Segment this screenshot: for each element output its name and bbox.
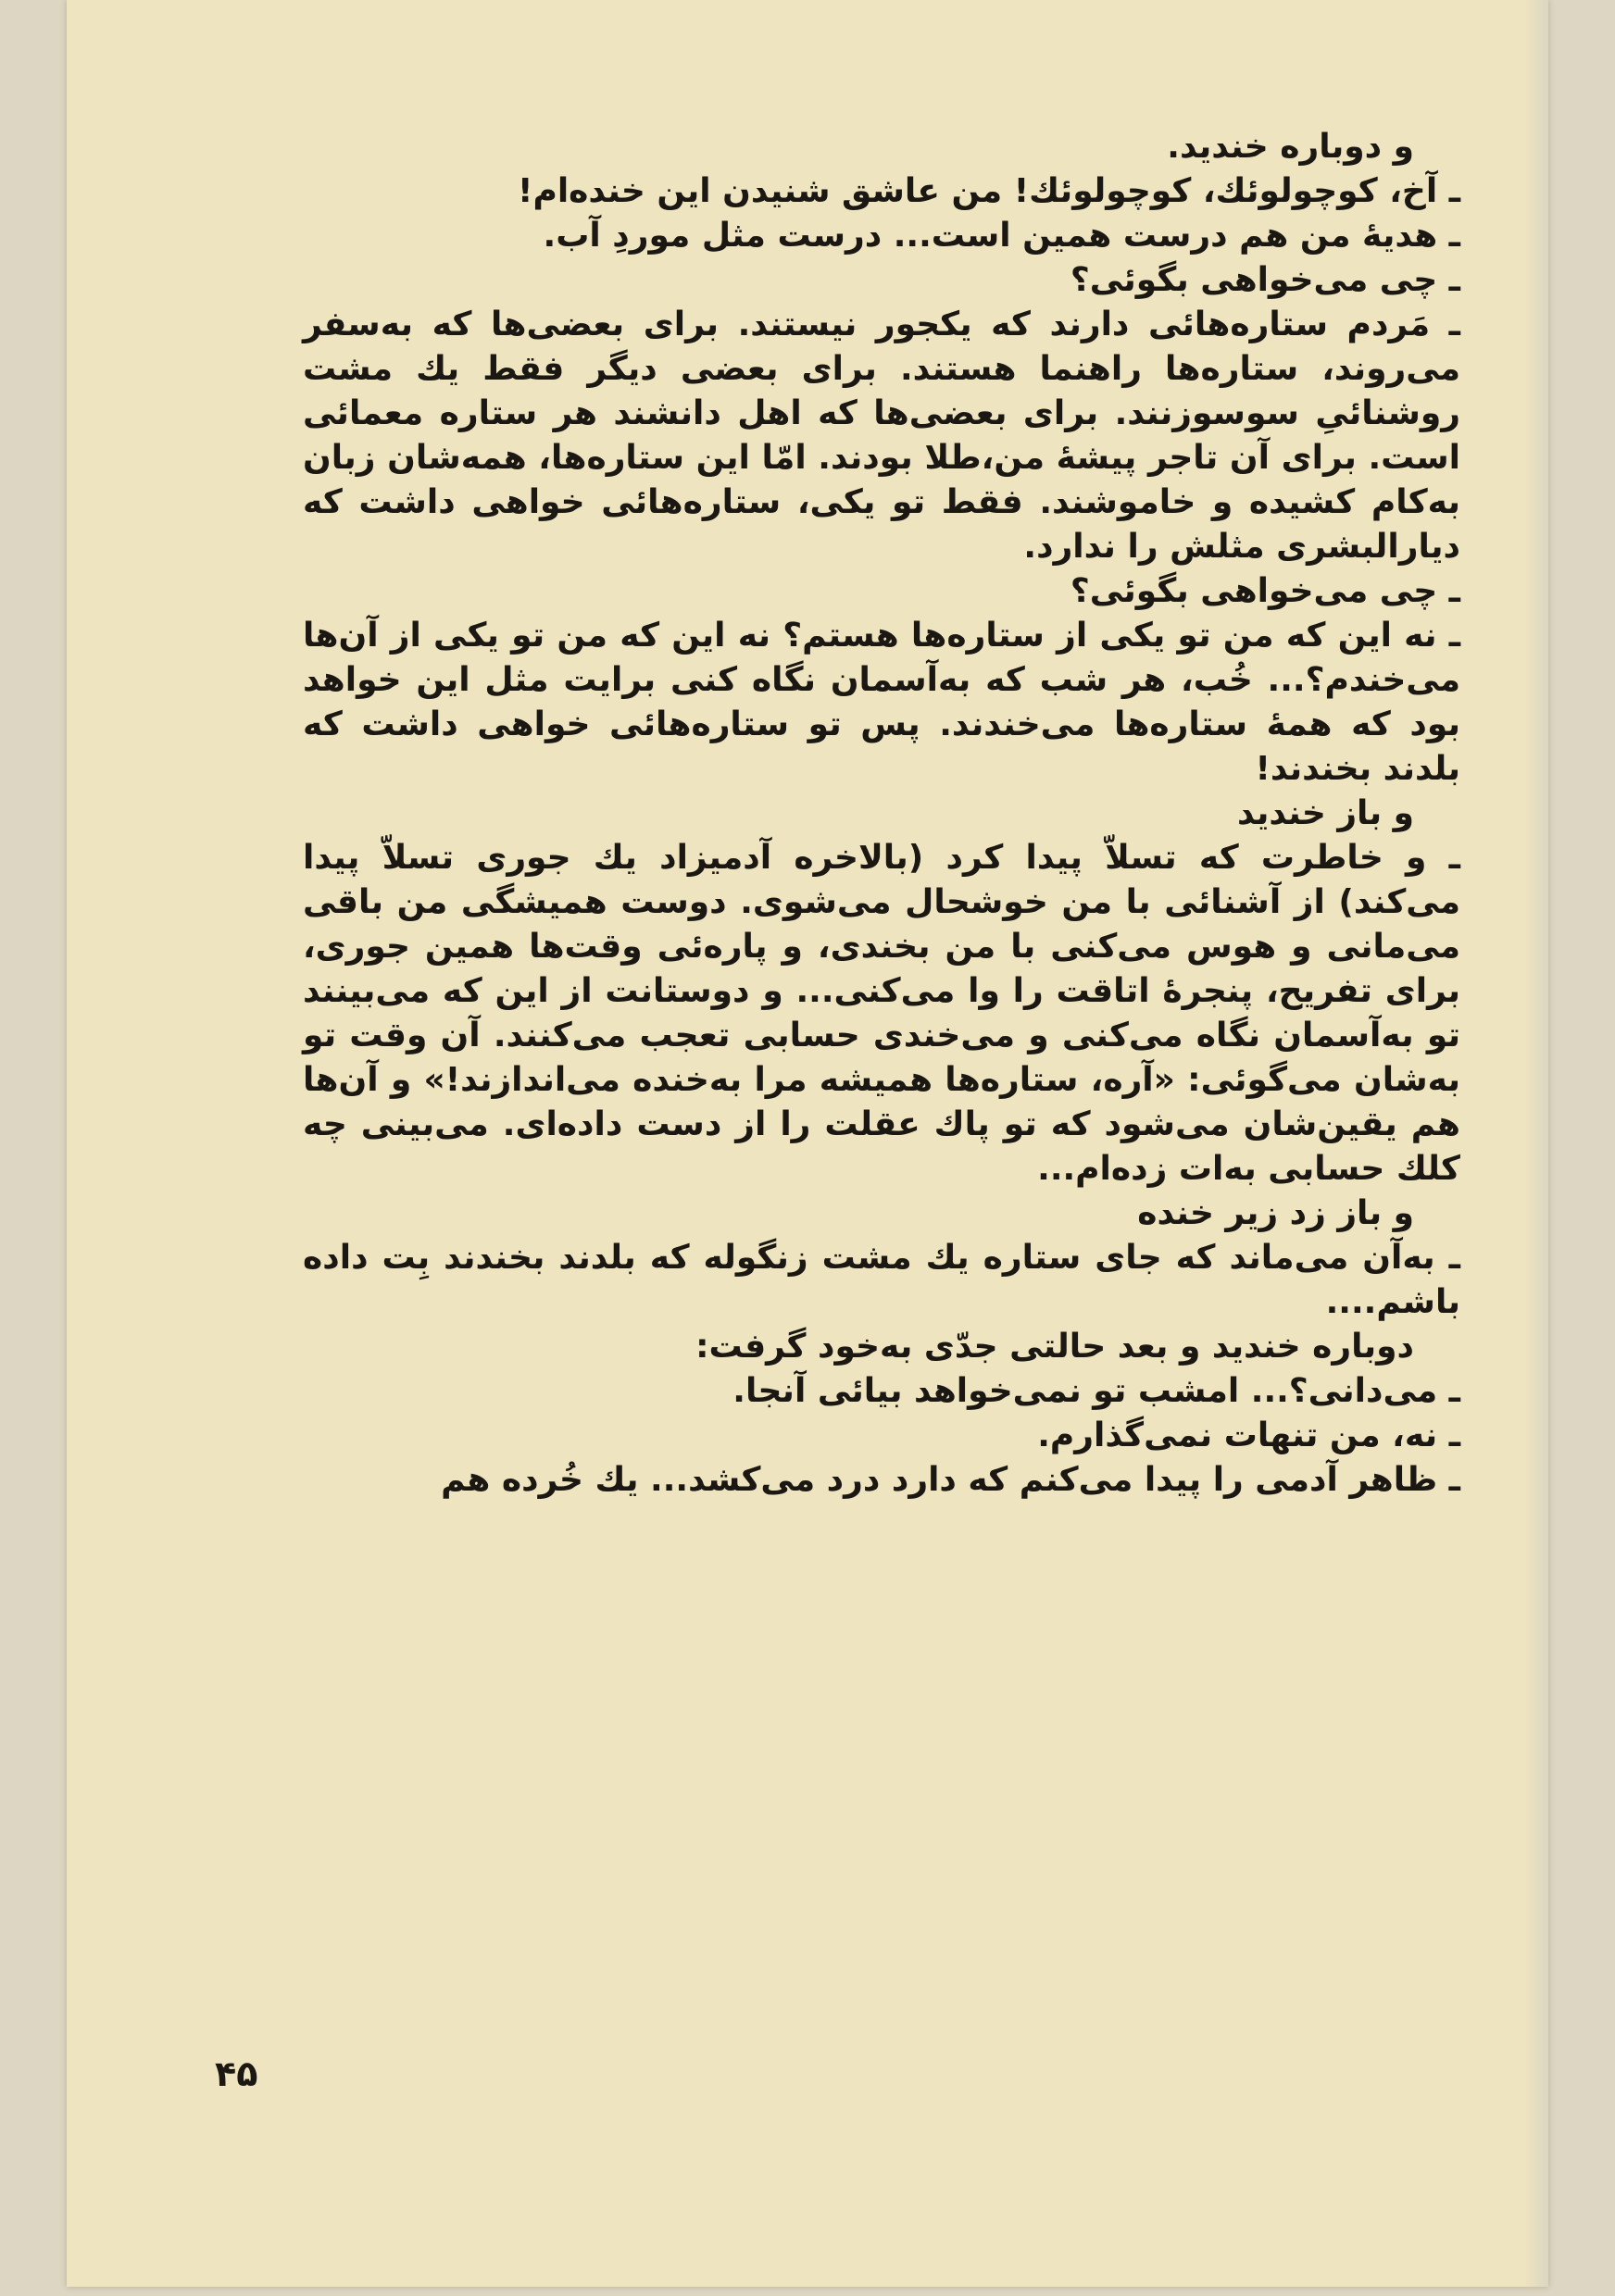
narration-paragraph: و باز زد زیر خنده xyxy=(1137,1194,1414,1232)
narration-paragraph: دوباره خندید و بعد حالتی جدّی به‌خود گرفت: xyxy=(695,1328,1414,1366)
dialogue-paragraph: ـ مَردم ستاره‌هائی دارند که یکجور نیستند. برای بعضی‌ها که به‌سفر می‌روند، ستاره‌ها راهنما هستند. برای بعضی دیگر فقط یك مشت روشنائیِ سوسوزنند. برای بعضی‌ها که اهل دانشند هر ستاره معمائی است. برای آن تاجر پیشهٔ من،طلا بودند. امّا این ستاره‌ها، همه‌شان زبان به‌کام کشیده و خاموشند. فقط تو یکی، ستاره‌هائی خواهی داشت که دیارالبشری مثلش را ندارد. xyxy=(303,306,1460,566)
dialogue-paragraph: ـ می‌دانی؟... امشب تو نمی‌خواهد بیائی آنجا. xyxy=(732,1372,1460,1410)
narration-paragraph: و باز خندید xyxy=(1237,794,1414,832)
book-page xyxy=(67,0,1548,2287)
dialogue-paragraph: ـ آخ، کوچولوئك، کوچولوئك! من عاشق شنیدن این خنده‌ام! xyxy=(518,172,1460,210)
page-body-text xyxy=(303,125,1460,1503)
page-number: ۴۵ xyxy=(215,2053,258,2094)
dialogue-paragraph: ـ به‌آن می‌ماند که جای ستاره یك مشت زنگوله که بلدند بخندند بِت داده باشم.... xyxy=(303,1239,1460,1321)
dialogue-paragraph: ـ چی می‌خواهی بگوئی؟ xyxy=(1070,572,1460,610)
dialogue-paragraph: ـ هدیهٔ من هم درست همین است... درست مثل موردِ آب. xyxy=(543,217,1460,255)
dialogue-paragraph: ـ نه، من تنهات نمی‌گذارم. xyxy=(1037,1416,1460,1454)
dialogue-paragraph: ـ ظاهر آدمی را پیدا می‌کنم که دارد درد می‌کشد... یك خُرده هم xyxy=(441,1461,1460,1499)
narration-paragraph: و دوباره خندید. xyxy=(1167,128,1414,166)
dialogue-paragraph: ـ و خاطرت که تسلاّ پیدا کرد (بالاخره آدمیزاد یك جوری تسلاّ پیدا می‌کند) از آشنائی با من خوشحال می‌شوی. دوست همیشگی من باقی می‌مانی و هوس می‌کنی با من بخندی، و پاره‌ئی وقت‌ها همین جوری، برای تفریح، پنجرهٔ اتاقت را وا می‌کنی... و دوستانت از این که می‌بینند تو به‌آسمان نگاه می‌کنی و می‌خندی حسابی تعجب می‌کنند. آن وقت تو به‌شان می‌گوئی: «آره، ستاره‌ها همیشه مرا به‌خنده می‌اندازند!» و آن‌ها هم یقین‌شان می‌شود که تو پاك عقلت را از دست داده‌ای. می‌بینی چه کلك حسابی به‌ات زده‌ام... xyxy=(303,839,1460,1188)
dialogue-paragraph: ـ نه این که من تو یکی از ستاره‌ها هستم؟ نه این که من تو یکی از آن‌ها می‌خندم؟... خُب، هر شب که به‌آسمان نگاه کنی برایت مثل این خواهد بود که همهٔ ستاره‌ها می‌خندند. پس تو ستاره‌هائی خواهی داشت که بلدند بخندند! xyxy=(303,617,1460,788)
dialogue-paragraph: ـ چی می‌خواهی بگوئی؟ xyxy=(1070,261,1460,299)
